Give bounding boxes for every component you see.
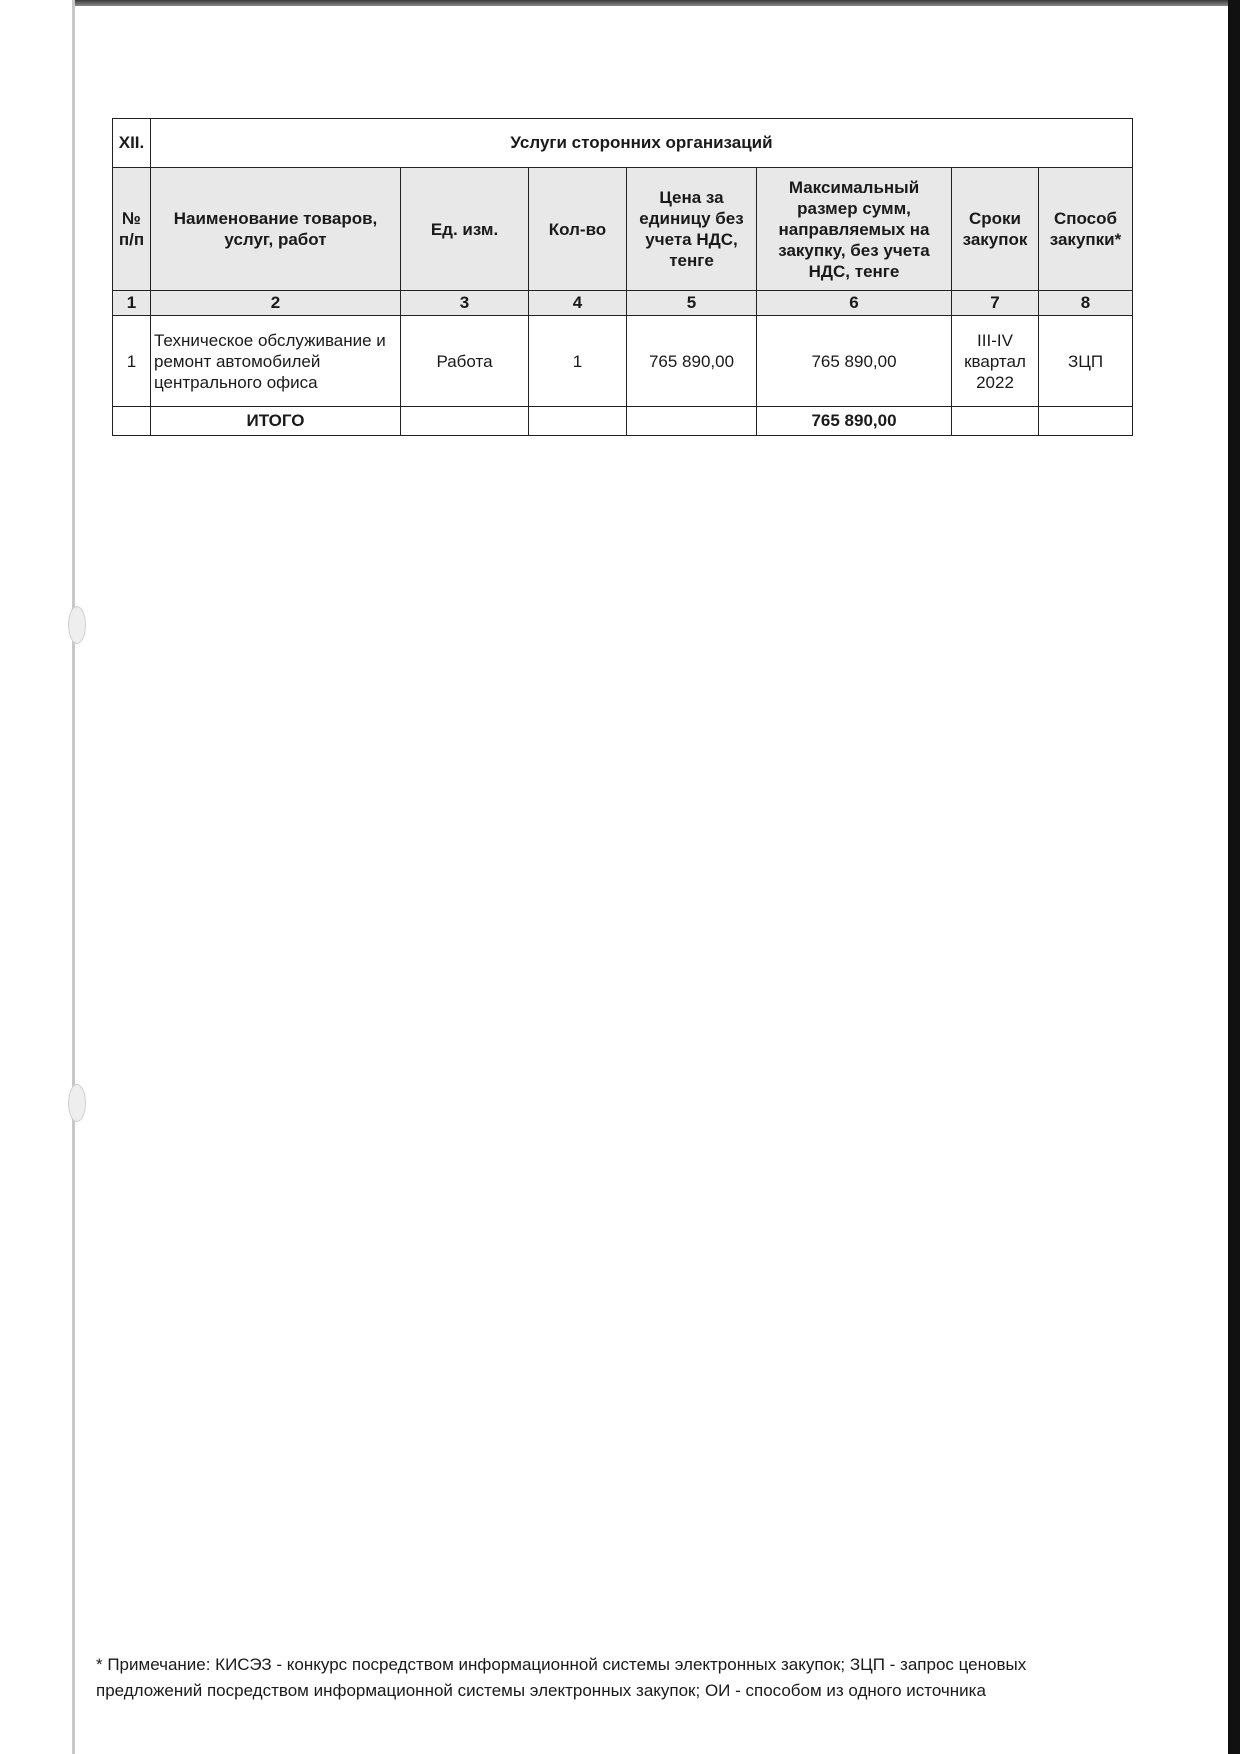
column-number: 2	[151, 291, 401, 316]
row-method: ЗЦП	[1039, 316, 1133, 407]
procurement-table	[112, 118, 1133, 436]
total-empty-cell	[627, 407, 757, 436]
column-number: 8	[1039, 291, 1133, 316]
scan-edge-right	[1228, 0, 1240, 1754]
row-unit-price: 765 890,00	[627, 316, 757, 407]
punch-hole	[68, 1084, 86, 1122]
column-number: 3	[401, 291, 529, 316]
header-cell-num: № п/п	[113, 168, 151, 291]
column-number: 6	[757, 291, 952, 316]
column-number: 7	[952, 291, 1039, 316]
total-row	[113, 407, 1133, 436]
row-max-sum: 765 890,00	[757, 316, 952, 407]
column-number-row	[113, 291, 1133, 316]
total-label: ИТОГО	[151, 407, 401, 436]
total-empty-cell	[401, 407, 529, 436]
column-number: 5	[627, 291, 757, 316]
header-cell-price: Цена за единицу без учета НДС, тенге	[627, 168, 757, 291]
column-number: 1	[113, 291, 151, 316]
header-cell-period: Сроки закупок	[952, 168, 1039, 291]
total-empty-cell	[113, 407, 151, 436]
scan-edge-left	[72, 0, 75, 1754]
row-unit: Работа	[401, 316, 529, 407]
total-empty-cell	[952, 407, 1039, 436]
header-cell-method: Способ закупки*	[1039, 168, 1133, 291]
row-quantity: 1	[529, 316, 627, 407]
punch-hole	[68, 606, 86, 644]
table-row	[113, 316, 1133, 407]
footnote: * Примечание: КИСЭЗ - конкурс посредством информационной системы электронных закупок; ЗЦП - запрос ценовых предложений посредством информационной системы электронных закупок; ОИ - способом из одного источника	[96, 1655, 1027, 1700]
row-number: 1	[113, 316, 151, 407]
section-title-row	[113, 119, 1133, 168]
header-cell-max-sum: Максимальный размер сумм, направляемых на закупку, без учета НДС, тенге	[757, 168, 952, 291]
total-empty-cell	[1039, 407, 1133, 436]
header-cell-qty: Кол-во	[529, 168, 627, 291]
total-max-sum: 765 890,00	[757, 407, 952, 436]
row-period: III-IV квартал 2022	[952, 316, 1039, 407]
section-number: XII.	[113, 119, 151, 168]
total-empty-cell	[529, 407, 627, 436]
section-title: Услуги сторонних организаций	[151, 119, 1133, 168]
scan-edge-top	[75, 0, 1240, 6]
column-number: 4	[529, 291, 627, 316]
header-cell-unit: Ед. изм.	[401, 168, 529, 291]
row-item-name: Техническое обслуживание и ремонт автомобилей центрального офиса	[151, 316, 401, 407]
header-row	[113, 168, 1133, 291]
header-cell-name: Наименование товаров, услуг, работ	[151, 168, 401, 291]
